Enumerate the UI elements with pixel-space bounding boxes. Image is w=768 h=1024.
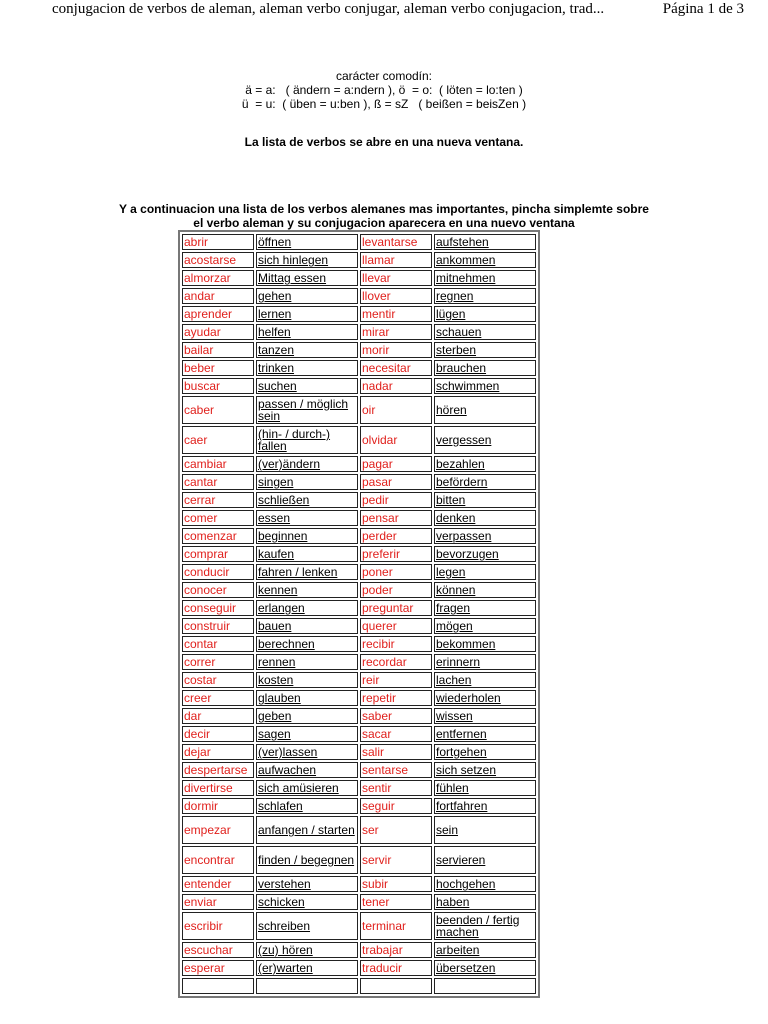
verb-row [182, 894, 536, 910]
verb-row [182, 324, 536, 340]
spanish-verb-link[interactable]: sentir [360, 780, 432, 796]
german-verb-link[interactable]: bitten [434, 492, 536, 508]
spanish-verb-link[interactable]: tener [360, 894, 432, 910]
verb-row [182, 288, 536, 304]
spanish-verb-link[interactable]: creer [182, 690, 254, 706]
verb-row [182, 780, 536, 796]
german-verb-link[interactable]: übersetzen [434, 960, 536, 976]
spanish-verb-link[interactable]: cambiar [182, 456, 254, 472]
verb-row [182, 846, 536, 874]
spanish-verb-link[interactable]: seguir [360, 798, 432, 814]
verb-row [182, 690, 536, 706]
german-verb-link[interactable]: regnen [434, 288, 536, 304]
verb-row [182, 564, 536, 580]
spanish-verb-link[interactable]: correr [182, 654, 254, 670]
german-verb-link[interactable]: gehen [256, 288, 358, 304]
german-verb-link[interactable]: arbeiten [434, 942, 536, 958]
spanish-verb-link[interactable]: salir [360, 744, 432, 760]
spanish-verb-link[interactable]: dejar [182, 744, 254, 760]
header-page-number: Página 1 de 3 [662, 1, 744, 17]
german-verb-link[interactable]: aufstehen [434, 234, 536, 250]
spanish-verb-link[interactable]: entender [182, 876, 254, 892]
german-verb-link[interactable]: glauben [256, 690, 358, 706]
spanish-verb-link[interactable]: repetir [360, 690, 432, 706]
spanish-verb-link[interactable]: necesitar [360, 360, 432, 376]
german-verb-link[interactable]: rennen [256, 654, 358, 670]
intro-text [0, 202, 768, 230]
spanish-verb-link[interactable]: subir [360, 876, 432, 892]
german-verb-link[interactable]: lügen [434, 306, 536, 322]
german-verb-link[interactable]: schreiben [256, 912, 358, 940]
german-verb-link[interactable]: können [434, 582, 536, 598]
spanish-verb-link[interactable]: beber [182, 360, 254, 376]
verb-row [182, 360, 536, 376]
german-verb-link[interactable]: fortgehen [434, 744, 536, 760]
spanish-verb-link[interactable]: recibir [360, 636, 432, 652]
spanish-verb-link[interactable]: buscar [182, 378, 254, 394]
german-verb-link[interactable]: suchen [256, 378, 358, 394]
german-verb-link[interactable]: berechnen [256, 636, 358, 652]
spanish-verb-link[interactable]: escuchar [182, 942, 254, 958]
verb-row [182, 306, 536, 322]
german-verb-link[interactable]: sich setzen [434, 762, 536, 778]
german-verb-link[interactable]: singen [256, 474, 358, 490]
german-verb-link[interactable]: schlafen [256, 798, 358, 814]
wildcard-line-1: ä = a: ( ändern = a:ndern ), ö = o: ( löten = lo:ten ) [245, 83, 523, 97]
german-verb-link[interactable]: legen [434, 564, 536, 580]
spanish-verb-link[interactable]: empezar [182, 816, 254, 844]
verb-row [182, 876, 536, 892]
german-verb-link[interactable]: helfen [256, 324, 358, 340]
german-verb-link[interactable]: bekommen [434, 636, 536, 652]
spanish-verb-link[interactable]: comprar [182, 546, 254, 562]
german-verb-link[interactable]: öffnen [256, 234, 358, 250]
german-verb-link[interactable]: lernen [256, 306, 358, 322]
german-verb-link[interactable]: (zu) hören [256, 942, 358, 958]
spanish-verb-link[interactable]: llamar [360, 252, 432, 268]
spanish-verb-link[interactable]: comer [182, 510, 254, 526]
german-verb-link[interactable]: sich hinlegen [256, 252, 358, 268]
german-verb-link[interactable]: denken [434, 510, 536, 526]
german-verb-link[interactable]: aufwachen [256, 762, 358, 778]
spanish-verb-link [182, 978, 254, 994]
verb-row [182, 636, 536, 652]
spanish-verb-link[interactable]: caber [182, 396, 254, 424]
verb-row [182, 234, 536, 250]
german-verb-link[interactable]: fühlen [434, 780, 536, 796]
new-window-notice: La lista de verbos se abre en una nueva ventana. [244, 135, 524, 149]
spanish-verb-link[interactable]: recordar [360, 654, 432, 670]
spanish-verb-link[interactable]: cantar [182, 474, 254, 490]
spanish-verb-link[interactable]: enviar [182, 894, 254, 910]
spanish-verb-link[interactable]: levantarse [360, 234, 432, 250]
spanish-verb-link[interactable]: pasar [360, 474, 432, 490]
german-verb-link[interactable]: (ver)ändern [256, 456, 358, 472]
german-verb-link[interactable]: kosten [256, 672, 358, 688]
german-verb-link[interactable]: verpassen [434, 528, 536, 544]
german-verb-link[interactable]: trinken [256, 360, 358, 376]
spanish-verb-link[interactable]: dar [182, 708, 254, 724]
verb-row [182, 600, 536, 616]
verb-row [182, 762, 536, 778]
spanish-verb-link[interactable]: llevar [360, 270, 432, 286]
spanish-verb-link[interactable]: terminar [360, 912, 432, 940]
verb-row [182, 744, 536, 760]
intro-line-2: el verbo aleman y su conjugacion aparecera en una nuevo ventana [193, 216, 575, 230]
spanish-verb-link[interactable]: llover [360, 288, 432, 304]
verb-row [182, 492, 536, 508]
verb-row [182, 726, 536, 742]
verb-row [182, 342, 536, 358]
spanish-verb-link[interactable]: mentir [360, 306, 432, 322]
spanish-verb-link[interactable]: conseguir [182, 600, 254, 616]
spanish-verb-link[interactable]: aprender [182, 306, 254, 322]
german-verb-link[interactable]: essen [256, 510, 358, 526]
german-verb-link[interactable]: anfangen / starten [256, 816, 358, 844]
german-verb-link[interactable]: schließen [256, 492, 358, 508]
verb-row [182, 672, 536, 688]
german-verb-link[interactable]: fortfahren [434, 798, 536, 814]
verb-row [182, 546, 536, 562]
spanish-verb-link[interactable]: morir [360, 342, 432, 358]
spanish-verb-link[interactable]: acostarse [182, 252, 254, 268]
spanish-verb-link[interactable]: andar [182, 288, 254, 304]
german-verb-link[interactable]: passen / möglich sein [256, 396, 358, 424]
german-verb-link[interactable]: mögen [434, 618, 536, 634]
german-verb-link[interactable]: geben [256, 708, 358, 724]
verb-row [182, 396, 536, 424]
verb-table [178, 230, 540, 998]
spanish-verb-link[interactable]: caer [182, 426, 254, 454]
spanish-verb-link[interactable]: preferir [360, 546, 432, 562]
german-verb-link[interactable]: brauchen [434, 360, 536, 376]
german-verb-link[interactable]: wiederholen [434, 690, 536, 706]
german-verb-link[interactable]: tanzen [256, 342, 358, 358]
spanish-verb-link[interactable]: pensar [360, 510, 432, 526]
german-verb-link [434, 978, 536, 994]
german-verb-link[interactable]: (hin- / durch-) fallen [256, 426, 358, 454]
spanish-verb-link[interactable]: dormir [182, 798, 254, 814]
spanish-verb-link[interactable]: abrir [182, 234, 254, 250]
spanish-verb-link[interactable]: traducir [360, 960, 432, 976]
german-verb-link[interactable]: mitnehmen [434, 270, 536, 286]
spanish-verb-link[interactable]: conducir [182, 564, 254, 580]
spanish-verb-link[interactable]: cerrar [182, 492, 254, 508]
german-verb-link[interactable]: erinnern [434, 654, 536, 670]
spanish-verb-link[interactable]: oir [360, 396, 432, 424]
verb-row [182, 252, 536, 268]
verb-row [182, 618, 536, 634]
spanish-verb-link[interactable]: comenzar [182, 528, 254, 544]
german-verb-link[interactable]: beenden / fertig machen [434, 912, 536, 940]
header-title: conjugacion de verbos de aleman, aleman verbo conjugar, aleman verbo conjugacion, trad... [52, 1, 605, 17]
verb-row [182, 654, 536, 670]
german-verb-link[interactable]: entfernen [434, 726, 536, 742]
spanish-verb-link[interactable]: trabajar [360, 942, 432, 958]
wildcard-heading: carácter comodín: [335, 69, 433, 83]
spanish-verb-link[interactable]: sacar [360, 726, 432, 742]
verb-row [182, 474, 536, 490]
spanish-verb-link[interactable]: mirar [360, 324, 432, 340]
verb-table-body [182, 234, 536, 994]
spanish-verb-link[interactable]: ayudar [182, 324, 254, 340]
german-verb-link[interactable]: fragen [434, 600, 536, 616]
spanish-verb-link[interactable]: pedir [360, 492, 432, 508]
german-verb-link[interactable]: fahren / lenken [256, 564, 358, 580]
print-header [0, 0, 768, 24]
intro-line-1: Y a continuacion una lista de los verbos alemanes mas importantes, pincha simplemte sobre [119, 202, 649, 216]
verb-row [182, 942, 536, 958]
german-verb-link[interactable]: ankommen [434, 252, 536, 268]
german-verb-link[interactable]: erlangen [256, 600, 358, 616]
german-verb-link[interactable]: verstehen [256, 876, 358, 892]
verb-row [182, 456, 536, 472]
spanish-verb-link[interactable]: poner [360, 564, 432, 580]
german-verb-link[interactable]: lachen [434, 672, 536, 688]
verb-row [182, 978, 536, 994]
german-verb-link[interactable]: kaufen [256, 546, 358, 562]
spanish-verb-link[interactable]: servir [360, 846, 432, 874]
spanish-verb-link[interactable]: almorzar [182, 270, 254, 286]
wildcard-line-2: ü = u: ( üben = u:ben ), ß = sZ ( beißen = beisZen ) [241, 97, 527, 111]
verb-row [182, 528, 536, 544]
verb-row [182, 582, 536, 598]
german-verb-link[interactable]: sterben [434, 342, 536, 358]
verb-row [182, 816, 536, 844]
german-verb-link [256, 978, 358, 994]
german-verb-link[interactable]: bezahlen [434, 456, 536, 472]
verb-row [182, 708, 536, 724]
spanish-verb-link[interactable]: decir [182, 726, 254, 742]
spanish-verb-link[interactable]: ser [360, 816, 432, 844]
spanish-verb-link[interactable]: pagar [360, 456, 432, 472]
german-verb-link[interactable]: vergessen [434, 426, 536, 454]
german-verb-link[interactable]: hochgehen [434, 876, 536, 892]
spanish-verb-link[interactable]: construir [182, 618, 254, 634]
spanish-verb-link[interactable]: poder [360, 582, 432, 598]
german-verb-link[interactable]: servieren [434, 846, 536, 874]
german-verb-link[interactable]: haben [434, 894, 536, 910]
spanish-verb-link[interactable]: reir [360, 672, 432, 688]
verb-row [182, 960, 536, 976]
german-verb-link[interactable]: schwimmen [434, 378, 536, 394]
verb-row [182, 426, 536, 454]
german-verb-link[interactable]: bevorzugen [434, 546, 536, 562]
verb-row [182, 798, 536, 814]
spanish-verb-link[interactable]: preguntar [360, 600, 432, 616]
spanish-verb-link[interactable]: querer [360, 618, 432, 634]
german-verb-link[interactable]: schauen [434, 324, 536, 340]
spanish-verb-link[interactable]: escribir [182, 912, 254, 940]
german-verb-link[interactable]: schicken [256, 894, 358, 910]
german-verb-link[interactable]: sagen [256, 726, 358, 742]
spanish-verb-link[interactable]: encontrar [182, 846, 254, 874]
german-verb-link[interactable]: kennen [256, 582, 358, 598]
german-verb-link[interactable]: (ver)lassen [256, 744, 358, 760]
german-verb-link[interactable]: finden / begegnen [256, 846, 358, 874]
spanish-verb-link[interactable]: olvidar [360, 426, 432, 454]
spanish-verb-link[interactable]: conocer [182, 582, 254, 598]
spanish-verb-link[interactable]: bailar [182, 342, 254, 358]
verb-row [182, 510, 536, 526]
german-verb-link[interactable]: beginnen [256, 528, 358, 544]
german-verb-link[interactable]: sich amüsieren [256, 780, 358, 796]
spanish-verb-link[interactable]: esperar [182, 960, 254, 976]
spanish-verb-link[interactable]: sentarse [360, 762, 432, 778]
spanish-verb-link[interactable]: nadar [360, 378, 432, 394]
german-verb-link[interactable]: befördern [434, 474, 536, 490]
spanish-verb-link[interactable]: divertirse [182, 780, 254, 796]
verb-row [182, 270, 536, 286]
verb-row [182, 378, 536, 394]
german-verb-link[interactable]: hören [434, 396, 536, 424]
german-verb-link[interactable]: sein [434, 816, 536, 844]
verb-row [182, 912, 536, 940]
spanish-verb-link[interactable]: despertarse [182, 762, 254, 778]
german-verb-link[interactable]: bauen [256, 618, 358, 634]
german-verb-link[interactable]: wissen [434, 708, 536, 724]
spanish-verb-link[interactable]: saber [360, 708, 432, 724]
spanish-verb-link[interactable]: perder [360, 528, 432, 544]
spanish-verb-link[interactable]: contar [182, 636, 254, 652]
spanish-verb-link [360, 978, 432, 994]
german-verb-link[interactable]: (er)warten [256, 960, 358, 976]
german-verb-link[interactable]: Mittag essen [256, 270, 358, 286]
spanish-verb-link[interactable]: costar [182, 672, 254, 688]
